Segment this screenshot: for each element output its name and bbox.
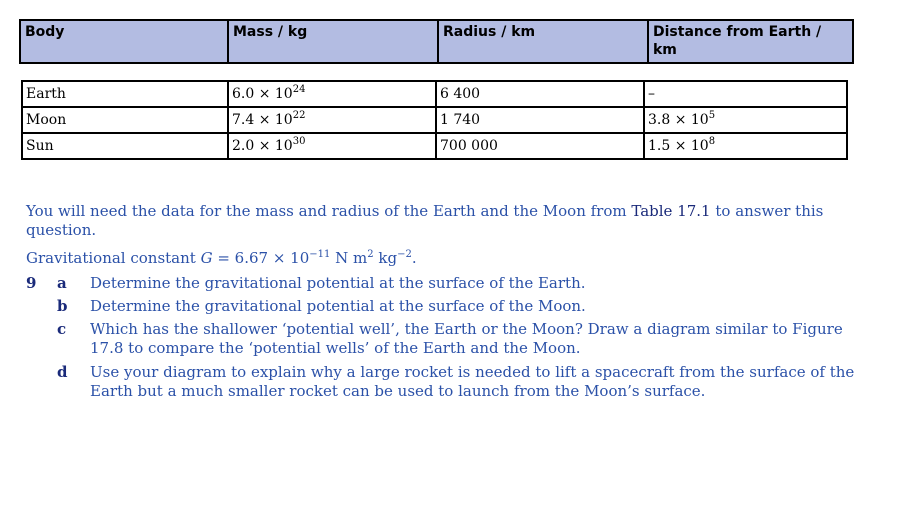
part-a-text: Determine the gravitational potential at the surface of the Earth. <box>90 274 586 292</box>
cell-body: Sun <box>22 133 228 159</box>
part-c-text: Which has the shallower ‘potential well’, the Earth or the Moon? Draw a diagram similar to Figure 17.8 to compare the ‘potential wells’ of the Earth and the Moon. <box>90 320 843 357</box>
cell-body: Moon <box>22 107 228 133</box>
cell-radius: 700 000 <box>436 133 644 159</box>
header-radius: Radius / km <box>438 20 648 63</box>
header-body: Body <box>20 20 228 63</box>
cell-body: Earth <box>22 81 228 107</box>
intro-paragraph: You will need the data for the mass and radius of the Earth and the Moon from Table 17.1 to answer this question. <box>26 202 824 239</box>
part-d-text: Use your diagram to explain why a large rocket is needed to lift a spacecraft from the surface of the Earth but a much smaller rocket can be used to launch from the Moon’s surface. <box>90 363 855 400</box>
cell-radius: 6 400 <box>436 81 644 107</box>
part-label-c: c <box>57 320 67 338</box>
header-distance: Distance from Earth / km <box>648 20 853 63</box>
part-label-b: b <box>57 297 68 315</box>
table-row <box>22 133 847 159</box>
table-link[interactable]: Table 17.1 <box>631 202 711 220</box>
gravitational-constant: Gravitational constant $G = 6.67 \times 10^{-11}$ N $m^2$ $kg^{-2}$. <box>26 249 417 267</box>
part-label-a: a <box>57 274 67 292</box>
cell-mass: $6.0 \times 10^{24}$ <box>228 81 436 107</box>
part-b-text: Determine the gravitational potential at the surface of the Moon. <box>90 297 586 315</box>
cell-distance: $1.5 \times 10^8$ <box>644 133 847 159</box>
cell-mass: $7.4 \times 10^{22}$ <box>228 107 436 133</box>
part-label-d: d <box>57 363 68 381</box>
question-number: 9 <box>26 274 37 292</box>
table-row <box>22 81 847 107</box>
table-header <box>19 19 854 64</box>
cell-distance: $3.8 \times 10^5$ <box>644 107 847 133</box>
cell-radius: 1 740 <box>436 107 644 133</box>
data-table <box>21 80 848 160</box>
cell-distance: – <box>644 81 847 107</box>
header-mass: Mass / kg <box>228 20 438 63</box>
cell-mass: $2.0 \times 10^{30}$ <box>228 133 436 159</box>
table-row <box>22 107 847 133</box>
